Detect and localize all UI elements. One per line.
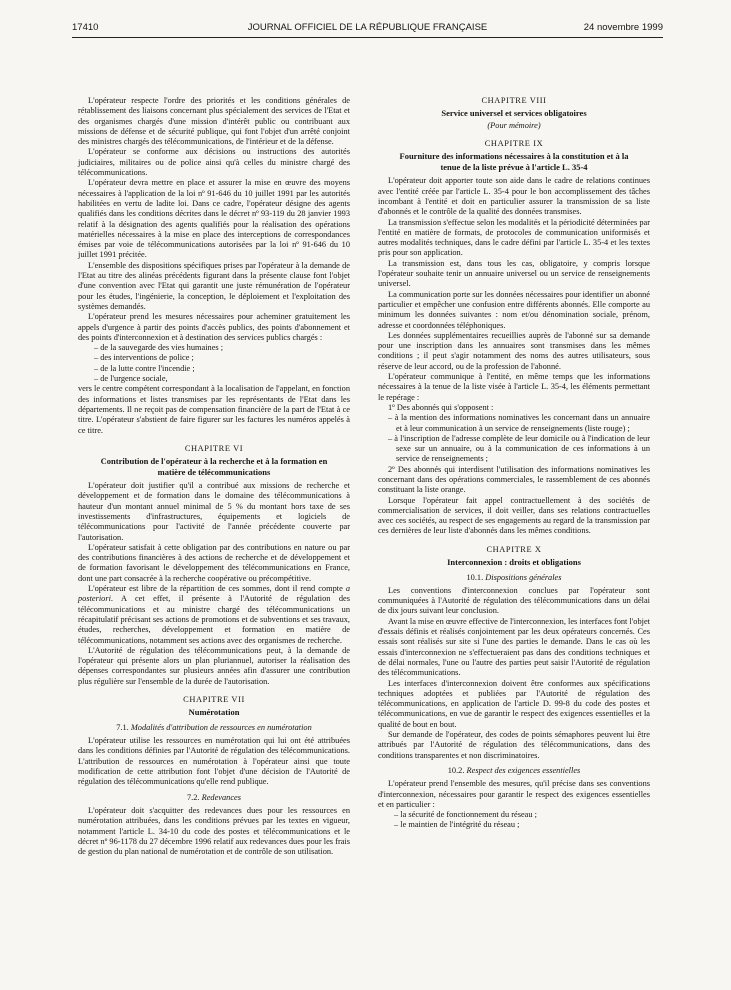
list-item: – des interventions de police ; xyxy=(94,353,194,363)
list-item: – de l'urgence sociale, xyxy=(94,374,168,384)
section-title: Modalités d'attribution de ressources en numérotation xyxy=(130,722,312,732)
paragraph: L'opérateur prend les mesures nécessaires pour acheminer gratuitement les appels d'urgence à partir des points d'accès publics, des points d'abonnement et des points d'interconnexion et à destination des services publics chargés : xyxy=(78,312,350,342)
chapter-label: CHAPITRE VI xyxy=(184,443,244,453)
chapter-label: CHAPITRE X xyxy=(486,544,542,554)
section-heading xyxy=(78,793,350,803)
section-heading xyxy=(78,723,350,733)
paragraph: L'opérateur doit s'acquitter des redevances dues pour les ressources en numérotation attribuées, dans les conditions prévues par les textes en vigueur, notamment l'article L. 34-10 du code des postes et télécommunications et le décret nº 96-1178 du 27 décembre 1996 relatif aux redevances dues pour les frais de gestion du plan national de numérotation et de contrôle de son utilisation. xyxy=(78,805,350,857)
chapter-title: Interconnexion : droits et obligations xyxy=(447,557,581,568)
section-number: 10.2. xyxy=(447,765,467,775)
chapter-label: CHAPITRE VII xyxy=(183,695,245,705)
chapter-label: CHAPITRE VIII xyxy=(481,96,547,105)
chapter-title: Numérotation xyxy=(188,707,240,718)
emergency-list xyxy=(78,343,350,384)
section-heading xyxy=(378,573,650,583)
paragraph: Sur demande de l'opérateur, des codes de points sémaphores peuvent lui être attribués par l'Autorité de régulation des télécommunications, dans des conditions transparentes et non discriminatoires. xyxy=(378,730,650,760)
list-item: – le maintien de l'intégrité du réseau ; xyxy=(394,820,520,830)
paragraph: vers le centre compétent correspondant à la localisation de l'appelant, en fonction des informations et listes transmises par les représentants de l'Etat dans les départements. Il ne reçoit pas de compensation financière de la part de l'Etat à ce titre. L'opérateur s'abstient de faire figurer sur les factures les numéros appelés à ce titre. xyxy=(78,384,350,435)
list-item: – à la mention des informations nominatives les concernant dans un annuaire et à leur communication à un service de renseignements (liste rouge) ; xyxy=(388,413,650,433)
header-rule xyxy=(72,37,663,38)
paragraph: L'opérateur respecte l'ordre des priorités et les conditions générales de rétablissement des liaisons concernant plus spécialement des services de l'Etat et des organismes chargés d'une mission d'intérêt public ou contribuant aux missions de défense et de sécurité publique, qui font l'objet d'un arrêté conjoint des ministres chargés des télécommunications, de l'intérieur et de la défense. xyxy=(78,96,350,147)
section-title: Respect des exigences essentielles xyxy=(466,765,581,775)
paragraph: L'opérateur se conforme aux décisions ou instructions des autorités judiciaires, militaires ou de police ainsi qu'à celles du ministre chargé des télécommunications. xyxy=(78,147,350,178)
chapter-title: Service universel et services obligatoires xyxy=(441,108,587,119)
page-number: 17410 xyxy=(72,22,99,33)
paragraph: La transmission s'effectue selon les modalités et la périodicité déterminées par l'entité en matière de formats, de protocoles de communication uniformisés et autres modalités techniques, dans le cadre défini par l'article L. 35-4 et les textes pris pour son application. xyxy=(378,217,650,258)
paragraph: L'opérateur devra mettre en place et assurer la mise en œuvre des moyens nécessaires à l'application de la loi nº 91-646 du 10 juillet 1991 par les autorités habilitées en vertu de ladite loi. Dans ce cadre, l'opérateur désigne des agents qualifiés dans les conditions décrites dans le décret nº 93-119 du 28 janvier 1993 relatif à la désignation des agents qualifiés pour la réalisation des opérations matérielles nécessaires à la mise en place des interceptions de correspondances émises par voie de télécommunications autorisées par la loi nº 91-646 du 10 juillet 1991 précitée. xyxy=(78,178,350,260)
paragraph: Les données supplémentaires recueillies auprès de l'abonné sur sa demande pour une inscription dans les annuaires sont transmises dans les mêmes conditions ; il peut s'agir notamment des noms des autres utilisateurs, sous réserve de leur accord, ou de la profession de l'abonné. xyxy=(378,330,650,371)
section-title: Dispositions générales xyxy=(485,572,562,582)
chapter-label: CHAPITRE IX xyxy=(484,139,544,149)
section-title: Redevances xyxy=(201,792,241,802)
numbered-item: 2º Des abonnés qui interdisent l'utilisation des informations nominatives les concernant dans des opérations commerciales, le rassemblement de ces abonnés constituant la liste orange. xyxy=(378,464,650,495)
paragraph: La transmission est, dans tous les cas, obligatoire, y compris lorsque l'opérateur souhaite tenir un annuaire universel ou un service de renseignements universel. xyxy=(378,258,650,289)
paragraph: La communication porte sur les données nécessaires pour identifier un abonné particulier et empêcher une confusion entre différents abonnés. Elle comporte au minimum les données suivantes : nom et/ou dénomination sociale, prénom, adresse et coordonnées téléphoniques. xyxy=(378,289,650,330)
paragraph: L'opérateur satisfait à cette obligation par des contributions en nature ou par des contributions financières à des actions de recherche et de développement et de formation favorisant le développement des télécommunications en France, dont une part consacrée à la recherche coopérative ou précompétitive. xyxy=(78,542,350,583)
paragraph: L'opérateur utilise les ressources en numérotation qui lui ont été attribuées dans les conditions définies par l'Autorité de régulation des télécommunications. L'attribution de ressources en numérotation à l'opérateur ainsi que toute modification de cette attribution font l'objet d'une décision de l'Autorité de régulation des télécommunications qu'elle rend publique. xyxy=(78,736,350,787)
journal-title: JOURNAL OFFICIEL DE LA RÉPUBLIQUE FRANÇAISE xyxy=(247,22,488,33)
section-number: 7.1. xyxy=(116,722,131,732)
text-run: . A cet effet, il présente à l'Autorité de régulation des télécommunications et au ministre chargé des télécommunications un récapitulatif précisant ses actions de promotions et de subventions et ses travaux, études, recherches, développement et formation en matière de télécommunications, notamment ses actions avec des organismes de recherche. xyxy=(78,594,350,645)
text-run: L'opérateur est libre de la répartition de ces sommes, dont il rend compte xyxy=(88,584,346,594)
list-item: – de la lutte contre l'incendie ; xyxy=(94,363,195,373)
list-item: – la sécurité de fonctionnement du réseau ; xyxy=(394,810,537,820)
page-header xyxy=(72,22,663,36)
paragraph: Avant la mise en œuvre effective de l'interconnexion, les interfaces font l'objet d'essais définis et réalisés conjointement par les deux opérateurs concernés. Ces essais sont réalisés sur site si l'une des parties le demande. Dans le cas où les essais d'interconnexion ne s'effectueraient pas dans des conditions techniques et de délai normales, l'une ou l'autre des parties peut saisir l'Autorité de régulation des télécommunications. xyxy=(378,616,650,678)
paragraph: Lorsque l'opérateur fait appel contractuellement à des sociétés de commercialisation de services, il doit veiller, dans ses relations contractuelles avec ces sociétés, au respect de ses engagements au regard de la transmission par ces dernières de leur liste d'abonnés dans les mêmes conditions. xyxy=(378,495,650,536)
italic-run: a posteriori xyxy=(78,584,350,604)
paragraph: L'Autorité de régulation des télécommunications peut, à la demande de l'opérateur qui présente alors un plan pluriannuel, autoriser la réalisation des dépenses correspondantes sur plusieurs années afin d'assurer une contribution plus régulière sur l'ensemble de la durée de l'autorisation. xyxy=(78,645,350,686)
section-number: 7.2. xyxy=(187,792,202,802)
chapter-title: Fourniture des informations nécessaires à la constitution et à la tenue de la liste prévue à l'article L. 35-4 xyxy=(399,151,629,172)
paragraph xyxy=(78,584,350,646)
chapter-note: (Pour mémoire) xyxy=(487,120,541,130)
section-heading xyxy=(378,766,650,776)
paragraph: Les interfaces d'interconnexion doivent être conformes aux spécifications techniques adoptées et publiées par l'Autorité de régulation des télécommunications, en application de l'article D. 99-8 du code des postes et télécommunications, en vue de garantir le respect des exigences essentielles et la qualité de bout en bout. xyxy=(378,678,650,729)
paragraph: L'ensemble des dispositions spécifiques prises par l'opérateur à la demande de l'Etat au titre des alinéas précédents figurant dans la présente clause font l'objet d'une convention avec l'Etat qui garantit une juste rémunération de l'opérateur pour les études, l'ingénierie, la conception, le déploiement et l'exploitation des systèmes demandés. xyxy=(78,260,350,311)
paragraph: L'opérateur prend l'ensemble des mesures, qu'il précise dans ses conventions d'interconnexion, nécessaires pour garantir le respect des exigences essentielles et en particulier : xyxy=(378,779,650,809)
publication-date: 24 novembre 1999 xyxy=(583,22,663,33)
chapter-title: Contribution de l'opérateur à la recherche et à la formation en matière de télécommunications xyxy=(100,456,328,477)
paragraph: L'opérateur communique à l'entité, en même temps que les informations nécessaires à la tenue de la liste visée à l'article L. 35-4, les éléments permettant le repérage : xyxy=(378,372,650,402)
list-item: – à l'inscription de l'adresse complète de leur domicile ou à l'indication de leur sexe sur un annuaire, ou à la communication de ces informations à un service de renseignements ; xyxy=(388,433,650,464)
left-column xyxy=(78,96,350,857)
paragraph: L'opérateur doit apporter toute son aide dans le cadre de relations continues avec l'entité créée par l'article L. 35-4 pour le bon accomplissement des tâches incombant à l'entité et doit en particulier assurer la transmission de sa liste d'abonnés et le contrôle de la qualité des données transmises. xyxy=(378,176,650,217)
numbered-item: 1º Des abonnés qui s'opposent : xyxy=(388,402,494,412)
section-number: 10.1. xyxy=(466,572,486,582)
right-column xyxy=(378,96,650,831)
paragraph: Les conventions d'interconnexion conclues par l'opérateur sont communiquées à l'Autorité de régulation des télécommunications dans un délai de dix jours suivant leur conclusion. xyxy=(378,585,650,616)
list-item: – de la sauvegarde des vies humaines ; xyxy=(94,343,224,353)
paragraph: L'opérateur doit justifier qu'il a contribué aux missions de recherche et développement et de formation dans le domaine des télécommunications à hauteur d'un montant annuel minimal de 5 % du montant hors taxe de ses investissements d'infrastructures, équipements et logiciels de télécommunications pour l'activité de l'année précédente couverte par l'autorisation. xyxy=(78,481,350,542)
